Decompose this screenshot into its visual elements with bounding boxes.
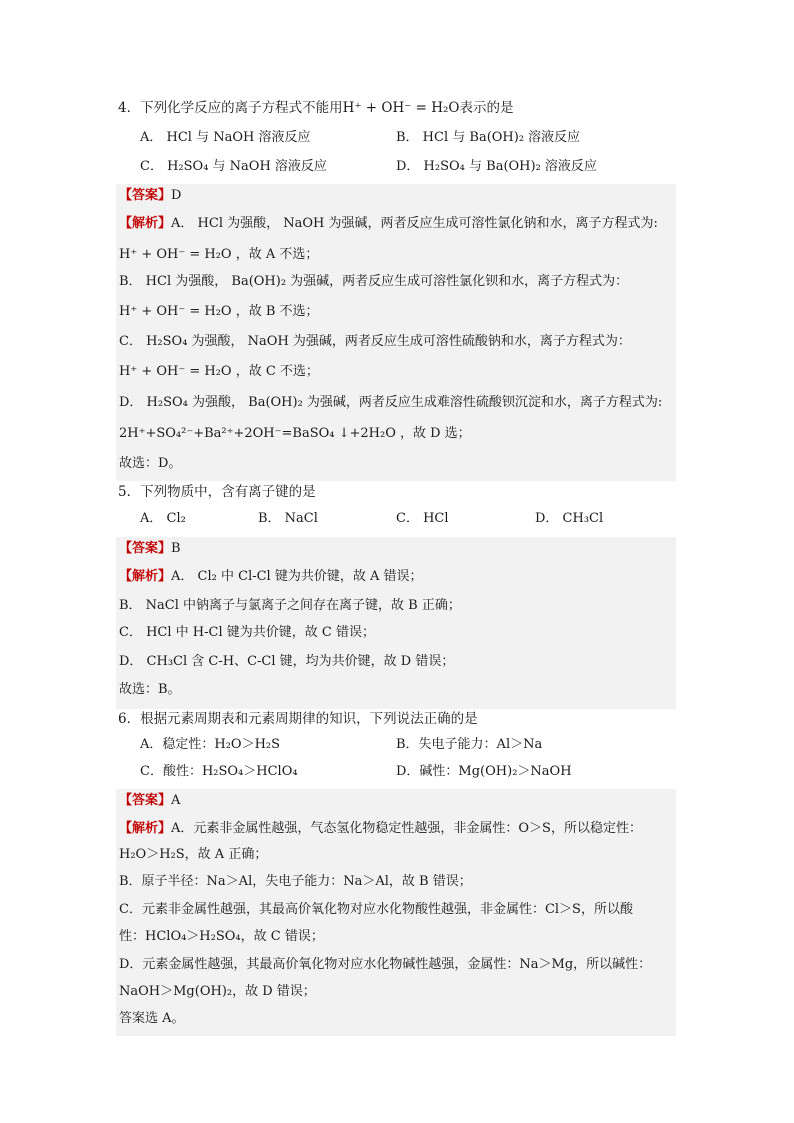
question-4-option-d: D． H₂SO₄ 与 Ba(OH)₂ 溶液反应 xyxy=(396,159,597,174)
question-6-solution xyxy=(116,789,676,1036)
analysis-line: 性：HClO₄＞H₂SO₄，故 C 错误； xyxy=(119,929,324,944)
question-5-stem: 5．下列物质中，含有离子键的是 xyxy=(118,484,316,500)
question-4-option-a: A． HCl 与 NaOH 溶液反应 xyxy=(140,130,311,145)
analysis-line: A． HCl 为强酸， NaOH 为强碱，两者反应生成可溶性氯化钠和水，离子方程式为: xyxy=(171,216,658,231)
analysis-line: D．元素金属性越强，其最高价氧化物对应水化物碱性越强，金属性：Na＞Mg，所以碱性： xyxy=(119,957,652,972)
analysis-line: D． H₂SO₄ 为强酸， Ba(OH)₂ 为强碱，两者反应生成难溶性硫酸钡沉淀和水，离子方程式为: xyxy=(119,395,663,410)
question-6-option-c: C．酸性：H₂SO₄＞HClO₄ xyxy=(140,764,298,779)
question-4-option-b: B． HCl 与 Ba(OH)₂ 溶液反应 xyxy=(396,130,581,145)
answer-label: 【答案】 xyxy=(119,541,172,556)
analysis-line: NaOH＞Mg(OH)₂，故 D 错误； xyxy=(119,984,316,999)
analysis-line: A．元素非金属性越强，气态氢化物稳定性越强，非金属性：O＞S，所以稳定性： xyxy=(171,821,642,836)
analysis-line: C． HCl 中 H-Cl 键为共价键，故 C 错误； xyxy=(119,625,375,640)
question-6-answer: A xyxy=(171,793,181,808)
question-6-option-a: A．稳定性：H₂O＞H₂S xyxy=(140,737,281,752)
analysis-line: D． CH₃Cl 含 C-H、C-Cl 键，均为共价键，故 D 错误； xyxy=(119,654,455,669)
question-5-option-d: D． CH₃Cl xyxy=(535,511,604,526)
question-5-option-b: B． NaCl xyxy=(258,511,318,526)
question-4-option-c: C． H₂SO₄ 与 NaOH 溶液反应 xyxy=(140,159,327,174)
question-6-option-b: B．失电子能力：Al＞Na xyxy=(396,737,543,752)
analysis-label: 【解析】 xyxy=(119,821,172,836)
analysis-line: H⁺ + OH⁻ = H₂O ，故 B 不选； xyxy=(119,304,319,319)
question-5-option-a: A． Cl₂ xyxy=(140,511,186,526)
analysis-line: B． NaCl 中钠离子与氯离子之间存在离子键，故 B 正确； xyxy=(119,598,461,613)
question-5-option-c: C． HCl xyxy=(396,511,449,526)
question-6-option-d: D．碱性：Mg(OH)₂＞NaOH xyxy=(396,764,572,779)
analysis-label: 【解析】 xyxy=(119,569,172,584)
analysis-line: A． Cl₂ 中 Cl-Cl 键为共价键，故 A 错误； xyxy=(171,569,423,584)
analysis-line: 故选：B。 xyxy=(119,682,181,697)
analysis-label: 【解析】 xyxy=(119,216,172,231)
question-4-answer: D xyxy=(171,188,182,203)
analysis-line: B． HCl 为强酸， Ba(OH)₂ 为强碱，两者反应生成可溶性氯化钡和水，离子方程式为： xyxy=(119,274,629,289)
analysis-line: H⁺ + OH⁻ = H₂O ，故 A 不选； xyxy=(119,247,319,262)
question-5-solution xyxy=(116,537,676,709)
question-6-stem: 6．根据元素周期表和元素周期律的知识，下列说法正确的是 xyxy=(118,711,478,727)
question-4-stem: 4．下列化学反应的离子方程式不能用H⁺ + OH⁻ = H₂O表示的是 xyxy=(118,100,514,116)
answer-label: 【答案】 xyxy=(119,188,172,203)
question-5-answer: B xyxy=(171,541,181,556)
analysis-line: H₂O＞H₂S，故 A 正确； xyxy=(119,847,268,862)
answer-label: 【答案】 xyxy=(119,793,172,808)
analysis-line: 2H⁺+SO₄²⁻+Ba²⁺+2OH⁻=BaSO₄ ↓+2H₂O ，故 D 选； xyxy=(119,426,471,441)
analysis-line: C．元素非金属性越强，其最高价氧化物对应水化物酸性越强，非金属性：Cl＞S，所以酸 xyxy=(119,902,633,917)
analysis-line: B．原子半径：Na＞Al，失电子能力：Na＞Al，故 B 错误； xyxy=(119,874,472,889)
analysis-line: H⁺ + OH⁻ = H₂O ，故 C 不选； xyxy=(119,364,319,379)
analysis-line: 答案选 A。 xyxy=(119,1011,185,1026)
question-4-solution xyxy=(116,184,676,481)
analysis-line: 故选：D。 xyxy=(119,456,182,471)
analysis-line: C． H₂SO₄ 为强酸， NaOH 为强碱，两者反应生成可溶性硫酸钠和水，离子方程式为： xyxy=(119,334,631,349)
